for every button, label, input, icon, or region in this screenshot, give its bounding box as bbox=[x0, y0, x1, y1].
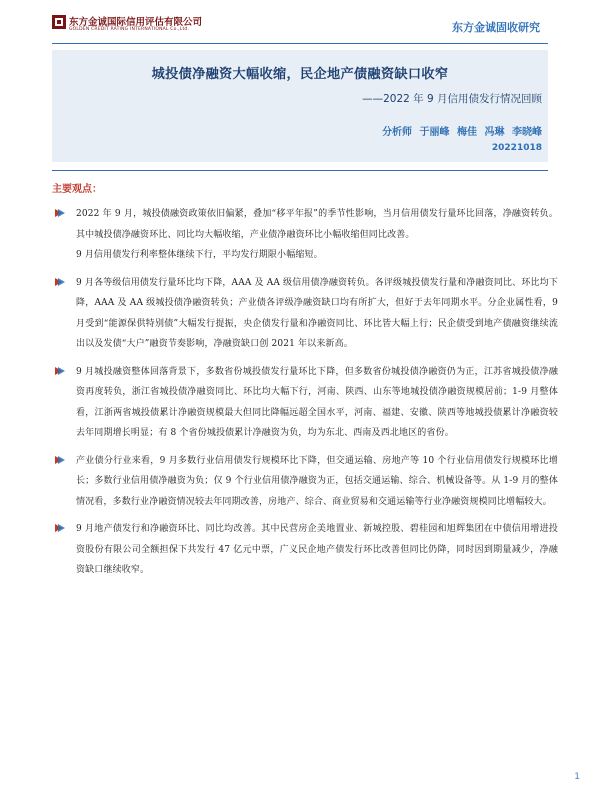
report-title: 城投债净融资大幅收缩，民企地产债融资缺口收窄 bbox=[151, 67, 449, 82]
report-subtitle: ——2022 年 9 月信用债发行情况回顾 bbox=[362, 93, 542, 105]
header-divider bbox=[52, 43, 548, 44]
page-header bbox=[0, 0, 600, 44]
bullet-triangle-icon bbox=[55, 456, 65, 464]
logo-english-name: GOLDEN CREDIT RATING INTERNATIONAL Co.,Ltd. bbox=[69, 27, 190, 32]
logo-mark-icon bbox=[52, 15, 66, 29]
analysts-line: 分析师 于丽峰 梅佳 冯琳 李晓峰 bbox=[382, 127, 542, 138]
bullet-triangle-icon bbox=[55, 278, 65, 286]
key-point-text: 产业债分行业来看，9 月多数行业信用债发行规模环比下降，但交通运输、房地产等 10 个行业信用债发行规模环比增长；多数行业信用债净融资为负；仅 9 个行业信用债净融资为正，包括交通运输、综合、机械设备等。从 1-9 月的整体情况看，多数行业净融资情况较去年同期改善，房地产、综合、商业贸易和交通运输等行业净融资规模同比增幅较大。 bbox=[76, 455, 558, 507]
company-logo bbox=[52, 14, 262, 36]
key-point-text: 9 月地产债发行和净融资环比、同比均改善。其中民营房企美地置业、新城控股、碧桂园和旭辉集团在中债信用增进投资股份有限公司全额担保下共发行 47 亿元中票，广义民企地产债发行环比改善但同比仍降，同时因到期量减少，净融资缺口继续收窄。 bbox=[76, 524, 558, 575]
title-box bbox=[52, 50, 548, 162]
bullet-triangle-icon bbox=[55, 524, 65, 532]
key-point-text: 9 月城投融资整体回落背景下，多数省份城投债发行量环比下降，但多数省份城投债净融资仍为正，江苏省城投债净融资再度转负，浙江省城投债净融资同比、环比均大幅下行，河南、陕西、山东等地城投债净融资规模居前；1-9 月整体看，江浙两省城投债累计净融资规模最大但同比降幅远超全国水平，河南、福建、安徽、陕西等地城投债累计净融资较去年同期增长明显；有 8 个省份城投债累计净融资为负，均为东北、西南及西北地区的省份。 bbox=[76, 366, 558, 438]
key-point-text: 2022 年 9 月，城投债融资政策依旧偏紧，叠加“移平年报”的季节性影响，当月信用债发行量环比回落，净融资转负。其中城投债净融资环比、同比均大幅收缩，产业债净融资环比小幅收缩但同比改善。 bbox=[76, 209, 558, 240]
report-date: 20221018 bbox=[491, 143, 542, 153]
key-point-item bbox=[52, 204, 558, 266]
key-point-text: 9 月各等级信用债发行量环比均下降，AAA 及 AA 级信用债净融资转负。各评级城投债发行量和净融资同比、环比均下降，AAA 及 AA 级城投债净融资转负；产业债各评级净融资缺口均有所扩大，但好于去年同期水平。分企业属性看，9 月受到“能源保供特别债”大幅发行提振，央企债发行量和净融资同比、环比皆大幅上行；民企债受到地产债融资继续流出以及发债“大户”融资节奏影响，净融资缺口创 2021 年以来新高。 bbox=[76, 277, 558, 349]
title-divider bbox=[52, 170, 548, 171]
page-number: 1 bbox=[574, 772, 580, 782]
key-point-item bbox=[52, 362, 558, 444]
key-point-item bbox=[52, 273, 558, 355]
key-points-list bbox=[52, 204, 558, 588]
key-point-item bbox=[52, 451, 558, 513]
bullet-triangle-icon bbox=[55, 209, 65, 217]
key-point-item bbox=[52, 519, 558, 581]
section-title-key-points: 主要观点： bbox=[52, 184, 102, 195]
logo-chinese-name: 东方金诚国际信用评估有限公司 bbox=[69, 17, 203, 28]
key-point-text: 9 月信用债发行利率整体继续下行，平均发行期限小幅缩短。 bbox=[76, 250, 323, 260]
bullet-triangle-icon bbox=[55, 367, 65, 375]
header-research-label: 东方金诚固收研究 bbox=[452, 21, 540, 34]
